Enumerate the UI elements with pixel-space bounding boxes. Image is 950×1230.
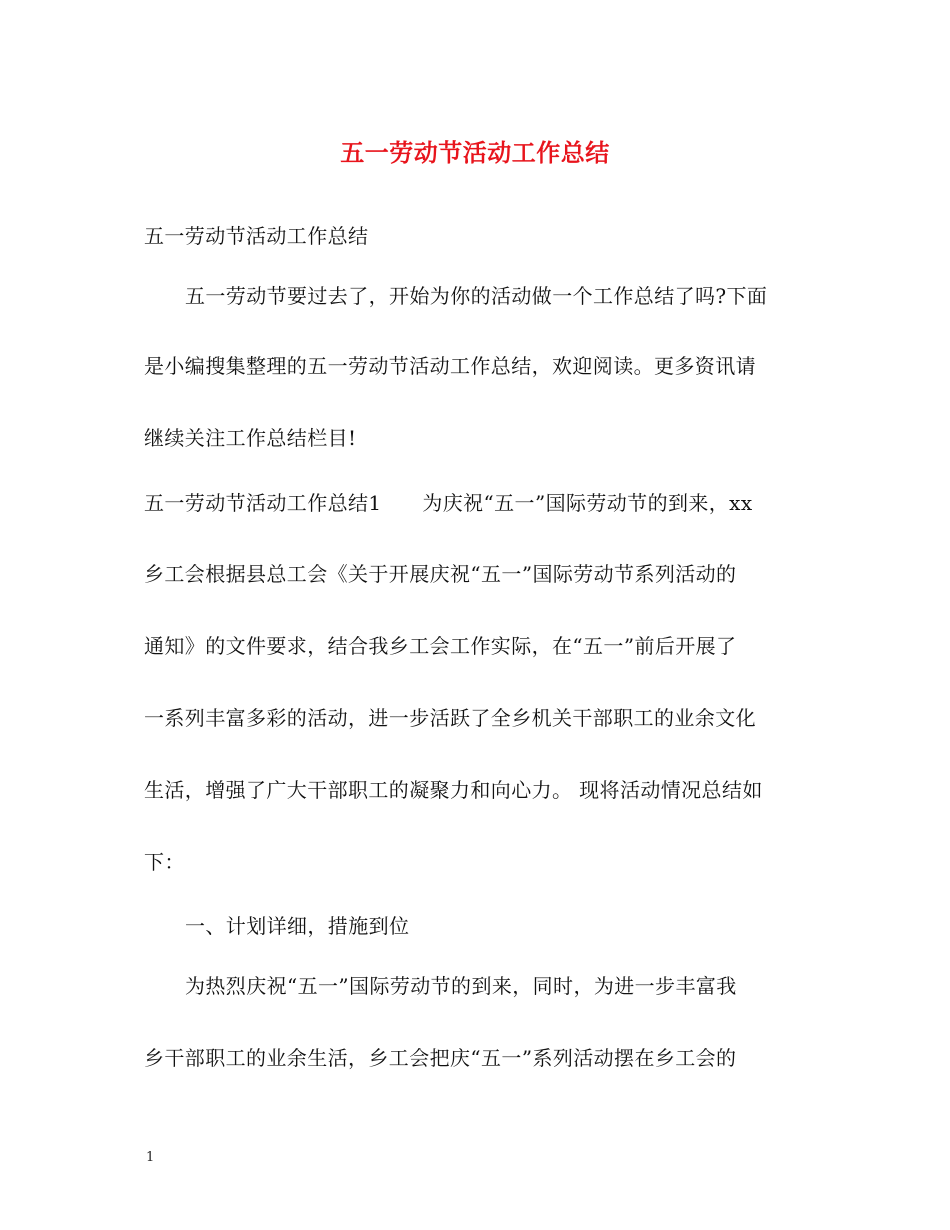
paragraph-line: 乡干部职工的业余生活，乡工会把庆“五一”系列活动摆在乡工会的 [144,1046,737,1070]
paragraph-line: 一系列丰富多彩的活动，进一步活跃了全乡机关干部职工的业余文化 [144,706,756,730]
page-number: 1 [146,1150,155,1165]
paragraph-line: 是小编搜集整理的五一劳动节活动工作总结，欢迎阅读。更多资讯请 [144,354,756,378]
paragraph-line: 下： [144,850,185,874]
document-title: 五一劳动节活动工作总结 [340,138,610,167]
paragraph-line: 为热烈庆祝“五一”国际劳动节的到来，同时，为进一步丰富我 [185,974,737,998]
paragraph-line: 五一劳动节活动工作总结 [144,224,369,248]
section-heading: 一、计划详细，措施到位 [185,914,410,938]
paragraph-line: 五一劳动节要过去了，开始为你的活动做一个工作总结了吗?下面 [185,284,768,308]
paragraph-line: 继续关注工作总结栏目! [144,426,357,450]
paragraph-line: 通知》的文件要求，结合我乡工会工作实际，在“五一”前后开展了 [144,634,737,658]
paragraph-line: 五一劳动节活动工作总结1 为庆祝“五一”国际劳动节的到来，xx [144,491,753,515]
paragraph-line: 生活，增强了广大干部职工的凝聚力和向心力。 现将活动情况总结如 [144,778,763,802]
paragraph-line: 乡工会根据县总工会《关于开展庆祝“五一”国际劳动节系列活动的 [144,562,737,586]
